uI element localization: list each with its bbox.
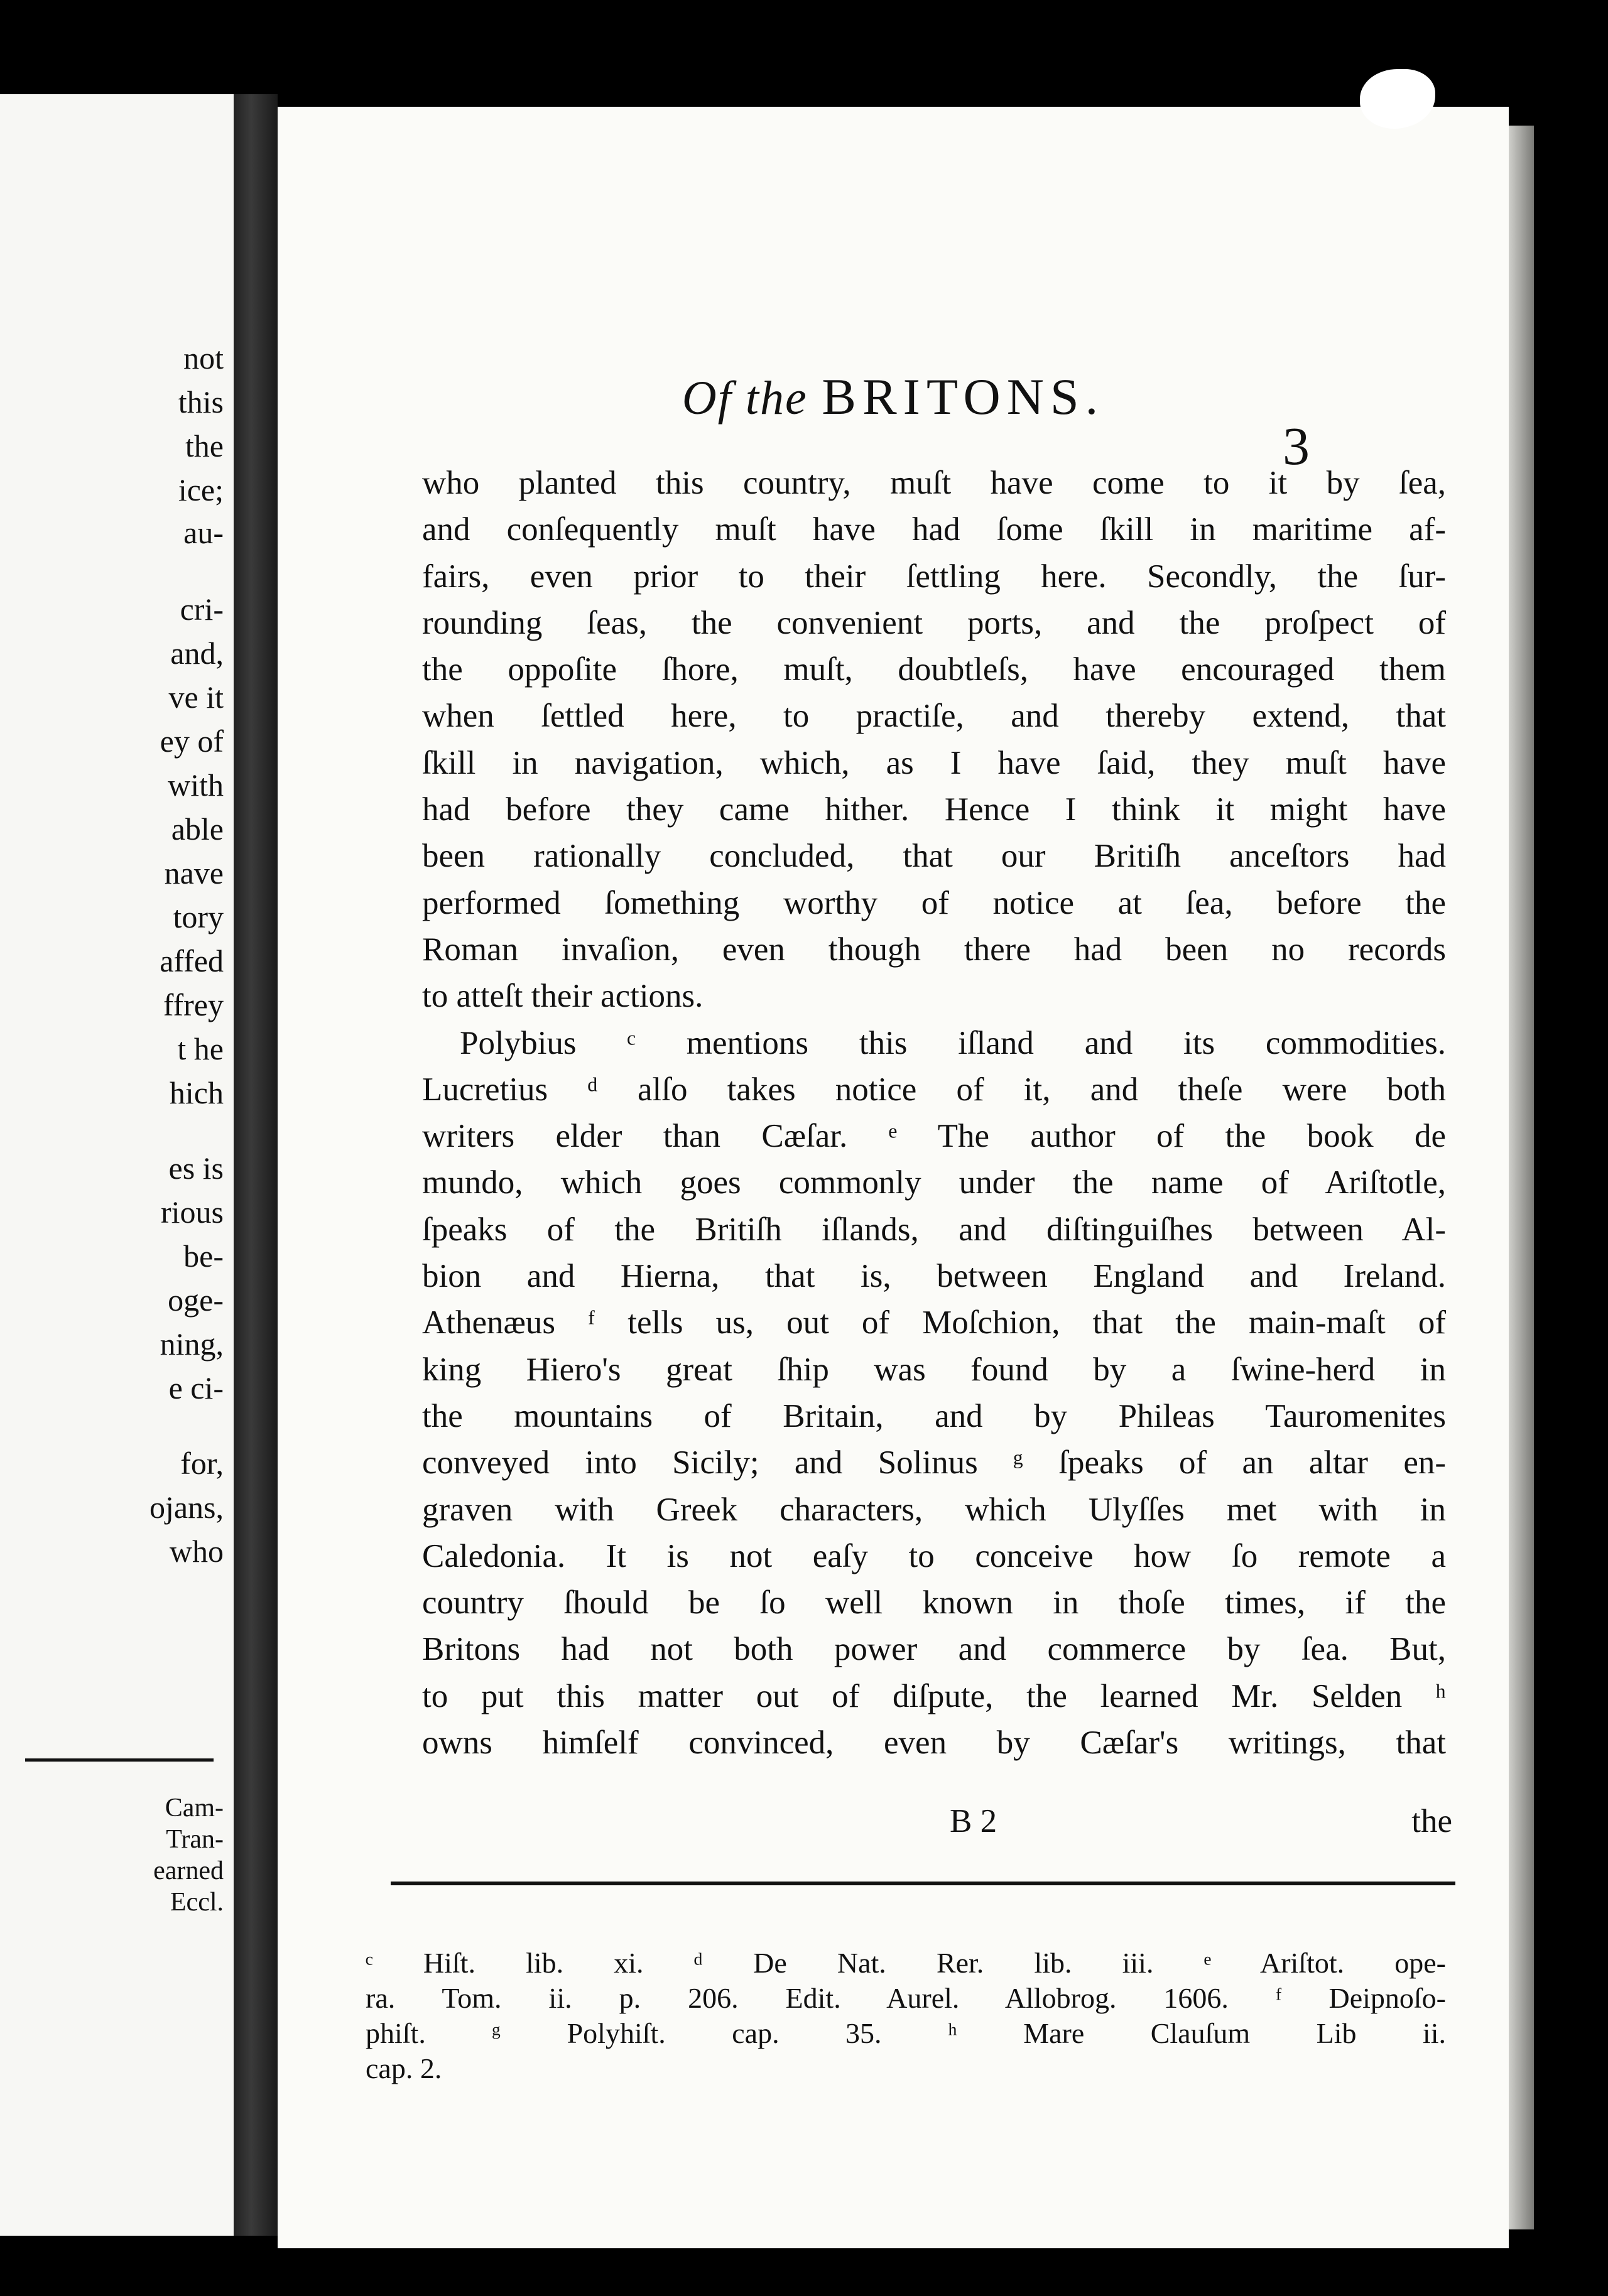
text-line: Caledonia. It is not eaſy to conceive how ſo remote a — [422, 1537, 1446, 1574]
previous-page-line-fragment: ice; — [178, 472, 224, 507]
footnote-line: cap. 2. — [366, 2052, 442, 2084]
previous-page-line-fragment: t he — [177, 1031, 224, 1066]
previous-page-line-fragment: ve it — [168, 680, 224, 715]
previous-page-footnote-fragment: earned — [153, 1856, 224, 1885]
body-text — [422, 460, 1446, 1766]
previous-page-line-fragment: who — [169, 1534, 224, 1569]
text-line: Athenæus ᶠ tells us, out of Moſchion, that the main-maſt of — [422, 1304, 1446, 1341]
previous-page-line-fragment: able — [171, 811, 224, 847]
previous-page-line-fragment: not — [183, 340, 224, 376]
text-line: Roman invaſion, even though there had been no records — [422, 931, 1446, 968]
footnote-rule — [391, 1882, 1455, 1885]
text-line: who planted this country, muſt have come to it by ſea, — [422, 465, 1446, 501]
previous-page-footnote-fragment: Tran- — [166, 1825, 224, 1854]
text-line: mundo, which goes commonly under the name of Ariſtotle, — [422, 1164, 1446, 1201]
text-line: ſkill in navigation, which, as I have ſaid, they muſt have — [422, 744, 1446, 781]
text-line: Britons had not both power and commerce by ſea. But, — [422, 1631, 1446, 1668]
book-gutter — [234, 94, 278, 2236]
previous-page-line-fragment: ning, — [160, 1326, 224, 1362]
text-line: had before they came hither. Hence I think it might have — [422, 791, 1446, 828]
text-line: ſpeaks of the Britiſh iſlands, and diſtinguiſhes between Al- — [422, 1211, 1446, 1248]
text-line: performed ſomething worthy of notice at ſea, before the — [422, 884, 1446, 921]
previous-page-line-fragment: affed — [160, 943, 224, 978]
previous-page-line-fragment: oge- — [168, 1282, 224, 1318]
previous-page-line-fragment: es is — [168, 1151, 224, 1186]
page-edge — [1509, 126, 1534, 2229]
previous-page-line-fragment: tory — [173, 899, 224, 934]
text-line: rounding ſeas, the convenient ports, and the proſpect of — [422, 604, 1446, 641]
previous-page-footnote-rule — [25, 1758, 214, 1762]
previous-page-line-fragment: hich — [169, 1075, 224, 1110]
text-line: country ſhould be ſo well known in thoſe times, if the — [422, 1584, 1446, 1622]
footnote-line: phiſt. ᵍ Polyhiſt. cap. 35. ʰ Mare Clauſum Lib ii. — [366, 2017, 1446, 2049]
text-line: when ſettled here, to practiſe, and thereby extend, that — [422, 698, 1446, 735]
footnotes — [366, 1946, 1446, 2086]
previous-page-line-fragment: and, — [170, 636, 224, 671]
previous-page-line-fragment: au- — [183, 515, 224, 550]
previous-page-line-fragment: rious — [161, 1194, 224, 1230]
previous-page-line-fragment: with — [168, 767, 224, 803]
text-line: to put this matter out of diſpute, the learned Mr. Selden ʰ — [422, 1677, 1446, 1714]
previous-page-line-fragment: the — [185, 428, 224, 463]
text-line: Lucretius ᵈ alſo takes notice of it, and theſe were both — [422, 1071, 1446, 1108]
previous-page-footnote-fragment: Cam- — [165, 1794, 224, 1822]
previous-page-line-fragment: ojans, — [149, 1490, 224, 1525]
text-line: graven with Greek characters, which Ulyſſes met with in — [422, 1491, 1446, 1528]
previous-page-line-fragment: e ci- — [168, 1370, 224, 1405]
text-line: and conſequently muſt have had ſome ſkill in maritime af- — [422, 511, 1446, 548]
previous-page-fragment — [0, 94, 234, 2236]
text-line: the mountains of Britain, and by Phileas Tauromenites — [422, 1397, 1446, 1434]
previous-page-line-fragment: ey of — [160, 723, 224, 759]
page-foot — [422, 1802, 1452, 1846]
text-line: conveyed into Sicily; and Solinus ᵍ ſpeaks of an altar en- — [422, 1444, 1446, 1481]
text-line: to atteſt their actions. — [422, 978, 704, 1015]
previous-page-line-fragment: ffrey — [163, 987, 224, 1022]
text-line: bion and Hierna, that is, between England and Ireland. — [422, 1258, 1446, 1295]
text-line: Polybius ᶜ mentions this iſland and its commodities. — [460, 1024, 1446, 1061]
text-line: been rationally concluded, that our Britiſh anceſtors had — [422, 838, 1446, 875]
previous-page-line-fragment: cri- — [180, 592, 224, 627]
previous-page-line-fragment: be- — [183, 1238, 224, 1274]
text-line: king Hiero's great ſhip was found by a ſwine-herd in — [422, 1351, 1446, 1388]
text-line: owns himſelf convinced, even by Cæſar's writings, that — [422, 1725, 1446, 1762]
running-head-caps: BRITONS. — [822, 368, 1105, 425]
text-line: fairs, even prior to their ſettling here. Secondly, the ſur- — [422, 558, 1446, 595]
footnote-line: ᶜ Hiſt. lib. xi. ᵈ De Nat. Rer. lib. iii. ᵉ Ariſtot. ope- — [366, 1947, 1446, 1979]
text-line: writers elder than Cæſar. ᵉ The author of the book de — [422, 1118, 1446, 1155]
page-number: 3 — [1283, 416, 1310, 476]
previous-page-line-fragment: nave — [164, 855, 224, 891]
text-line: the oppoſite ſhore, muſt, doubtleſs, have encouraged them — [422, 651, 1446, 688]
book-page — [278, 107, 1509, 2248]
previous-page-footnote-fragment: Eccl. — [170, 1888, 224, 1917]
previous-page-line-fragment: this — [178, 384, 224, 420]
previous-page-line-fragment: for, — [180, 1446, 224, 1481]
running-head-italic: Of the — [682, 372, 808, 425]
running-head — [278, 367, 1509, 426]
catchword: the — [1411, 1803, 1452, 1839]
footnote-line: ra. Tom. ii. p. 206. Edit. Aurel. Allobrog. 1606. ᶠ Deipnoſo- — [366, 1982, 1446, 2014]
signature-mark: B 2 — [950, 1803, 997, 1839]
